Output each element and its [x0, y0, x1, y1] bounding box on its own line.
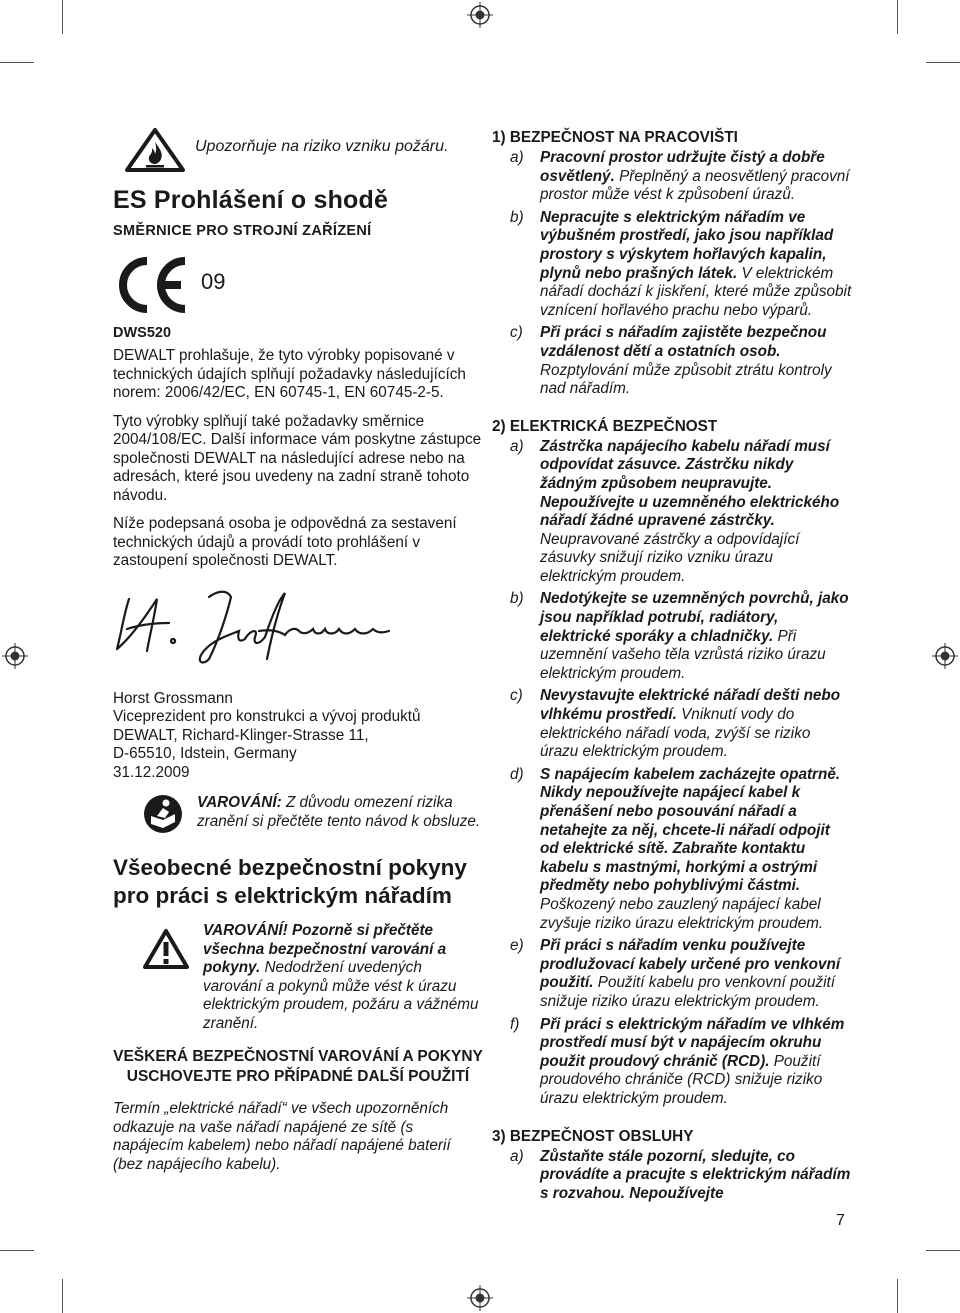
- safety-item-normal: Neupravované zástrčky a odpovídající zásuvky snižují riziko vzniku úrazu elektrickým proudem.: [540, 530, 800, 585]
- safety-item: [492, 1148, 852, 1204]
- ce-mark-icon: [113, 253, 191, 317]
- manual-warning-label: VAROVÁNÍ:: [197, 794, 282, 811]
- safety-item-text: [540, 438, 852, 587]
- safety-item-label: d): [510, 765, 524, 783]
- safety-item: [492, 590, 852, 683]
- safety-item-label: a): [510, 437, 524, 455]
- manual-warning-text: [197, 794, 483, 831]
- crop-mark: [62, 0, 63, 34]
- safety-item-bold: Zůstaňte stále pozorní, sledujte, co provádíte a pracujte s elektrickým nářadím s rozvahou. Nepoužívejte: [540, 1147, 851, 1202]
- safety-item-bold: Při práci s nářadím zajistěte bezpečnou vzdálenost dětí a ostatních osob.: [540, 324, 827, 360]
- general-warning-block: [113, 922, 483, 1033]
- safety-item-text: [540, 766, 852, 933]
- directive-heading: SMĚRNICE PRO STROJNÍ ZAŘÍZENÍ: [113, 223, 372, 239]
- safety-item-normal: Přeplněný a neosvětlený pracovní prostor může vést k způsobení úrazů.: [540, 167, 850, 204]
- left-column: [113, 128, 483, 1174]
- safety-item: [492, 687, 852, 761]
- model-number: DWS520: [113, 325, 172, 341]
- safety-item-bold: Pracovní prostor udržujte čistý a dobře osvětlený.: [540, 149, 825, 185]
- power-tool-term-note: Termín „elektrické nářadí“ ve všech upozorněních odkazuje na vaše nářadí napájené ze sítě (s napájecím kabelem) nebo nářadí napájené baterií (bez napájecího kabelu).: [113, 1100, 451, 1173]
- safety-item-text: [540, 590, 852, 683]
- safety-item-text: [540, 1016, 852, 1109]
- safety-item: [492, 937, 852, 1011]
- safety-item-text: [540, 209, 852, 321]
- safety-item-normal: Poškozený nebo zauzlený napájecí kabel zvyšuje riziko úrazu elektrickým proudem.: [540, 895, 824, 932]
- general-warning-body: Nedodržení uvedených varování a pokynů může vést k úrazu elektrickým proudem, požáru a vážnému zranění.: [203, 959, 479, 1032]
- safety-item-label: b): [510, 590, 524, 608]
- safety-item: [492, 149, 852, 205]
- safety-section-heading: 1) BEZPEČNOST NA PRACOVIŠTI: [492, 129, 738, 146]
- signer-role: Viceprezident pro konstrukci a vývoj produktů: [113, 708, 421, 725]
- safety-item-normal: Rozptylování může způsobit ztrátu kontroly nad nářadím.: [540, 361, 832, 398]
- safety-item-bold: Při práci s elektrickým nářadím ve vlhkém prostředí musí být v napájecím okruhu použit proudový chránič (RCD).: [540, 1015, 845, 1070]
- safety-item: [492, 1016, 852, 1109]
- safety-item-bold: Při práci s nářadím venku používejte prodlužovací kabely určené pro venkovní použití.: [540, 937, 841, 992]
- safety-item-bold: S napájecím kabelem zacházejte opatrně. Nikdy nepoužívejte napájecí kabel k přenášení nebo posouvání nářadí a netahejte za něj, chcete-li nářadí odpojit od elektrické sítě. Zabraňte kontaktu kabelu s mastnými, horkými a ostrými předměty nebo pohyblivými částmi.: [540, 765, 841, 895]
- registration-mark-icon: [467, 1285, 493, 1311]
- safety-item-label: c): [510, 687, 523, 705]
- responsibility-paragraph: Níže podepsaná osoba je odpovědná za sestavení technických údajů a provádí toto prohlášení v zastoupení společnosti DEWALT.: [113, 515, 457, 569]
- signer-address-line1: DEWALT, Richard-Klinger-Strasse 11,: [113, 726, 369, 744]
- safety-item-normal: Při uzemnění vašeho těla vzrůstá riziko úrazu elektrickým proudem.: [540, 627, 826, 682]
- declaration-title: ES Prohlášení o shodě: [113, 186, 389, 214]
- declaration-date: 31.12.2009: [113, 763, 190, 781]
- section-title: Všeobecné bezpečnostní pokyny pro práci s elektrickým nářadím: [113, 855, 467, 908]
- warning-triangle-icon: [143, 928, 189, 970]
- read-manual-icon: [143, 794, 183, 834]
- safety-item-bold: Nedotýkejte se uzemněných povrchů, jako jsou například potrubí, radiátory, elektrické sporáky a chladničky.: [540, 590, 849, 645]
- safety-item-text: [540, 937, 852, 1011]
- declaration-paragraph: DEWALT prohlašuje, že tyto výrobky popisované v technických údajích splňují požadavky následujících norem: 2006/42/EC, EN 60745-1, EN 60745-2-5.: [113, 347, 466, 401]
- right-column: [492, 128, 852, 1207]
- fire-warning-icon: [125, 128, 185, 172]
- crop-mark: [926, 1250, 960, 1251]
- safety-item: [492, 766, 852, 933]
- fire-warning-text: Upozorňuje na riziko vzniku požáru.: [195, 138, 449, 155]
- safety-item-text: [540, 1148, 852, 1204]
- safety-item-normal: Použití kabelu pro venkovní použití snižuje riziko úrazu elektrickým proudem.: [540, 974, 836, 1010]
- signer-name: Horst Grossmann: [113, 689, 233, 707]
- safety-item-label: b): [510, 208, 524, 226]
- safety-item-label: e): [510, 937, 524, 955]
- safety-item-bold: Zástrčka napájecího kabelu nářadí musí odpovídat zásuvce. Zástrčku nikdy žádným způsobem neupravujte. Nepoužívejte u uzemněného elektrického nářadí žádné upravené zástrčky.: [540, 437, 840, 530]
- safety-item-label: a): [510, 1147, 524, 1165]
- crop-mark: [926, 62, 960, 63]
- safety-item: [492, 438, 852, 587]
- safety-item-normal: Použití proudového chrániče (RCD) snižuje riziko úrazu elektrickým proudem.: [540, 1052, 823, 1107]
- page-number: 7: [836, 1212, 845, 1229]
- registration-mark-icon: [467, 2, 493, 28]
- safety-item-label: a): [510, 149, 524, 166]
- crop-mark: [897, 1279, 898, 1313]
- crop-mark: [0, 1250, 34, 1251]
- safety-section-heading: 3) BEZPEČNOST OBSLUHY: [492, 1127, 694, 1145]
- crop-mark: [0, 62, 34, 63]
- safety-item-text: [540, 687, 852, 761]
- registration-mark-icon: [2, 643, 28, 669]
- signature-image: [109, 579, 399, 669]
- ce-year: 09: [201, 269, 226, 294]
- safety-item-text: [540, 324, 852, 398]
- manual-warning-block: [113, 794, 483, 834]
- general-warning-text: [203, 922, 483, 1033]
- registration-mark-icon: [932, 643, 958, 669]
- keep-instructions-heading: VEŠKERÁ BEZPEČNOSTNÍ VAROVÁNÍ A POKYNY USCHOVEJTE PRO PŘÍPADNÉ DALŠÍ POUŽITÍ: [113, 1048, 483, 1085]
- crop-mark: [62, 1279, 63, 1313]
- manual-warning-body: Z důvodu omezení rizika zranění si přečtěte tento návod k obsluze.: [197, 794, 481, 830]
- signer-address-line2: D-65510, Idstein, Germany: [113, 745, 297, 762]
- safety-item-normal: Vniknutí vody do elektrického nářadí voda, zvýší se riziko úrazu elektrickým proudem.: [540, 706, 811, 761]
- general-warning-label: VAROVÁNÍ! Pozorně si přečtěte všechna bezpečnostní varování a pokyny.: [203, 922, 447, 976]
- safety-item: [492, 324, 852, 398]
- safety-section-heading: 2) ELEKTRICKÁ BEZPEČNOST: [492, 417, 718, 435]
- safety-item-normal: V elektrickém nářadí dochází k jiskření, které může způsobit vznícení hořlavého prachu nebo výparů.: [540, 264, 852, 319]
- safety-item: [492, 209, 852, 321]
- safety-item-bold: Nevystavujte elektrické nářadí dešti nebo vlhkému prostředí.: [540, 687, 841, 724]
- safety-item-bold: Nepracujte s elektrickým nářadím ve výbušném prostředí, jako jsou například prostory s výskytem hořlavých kapalin, plynů nebo prašných látek.: [540, 208, 834, 282]
- crop-mark: [897, 0, 898, 34]
- safety-item-label: f): [510, 1015, 520, 1033]
- ce-mark-row: [113, 253, 483, 317]
- safety-item-text: [540, 149, 852, 205]
- directive-paragraph: Tyto výrobky splňují také požadavky směrnice 2004/108/EC. Další informace vám poskytne zástupce společnosti DEWALT na následující adrese nebo na adresách, které jsou uvedeny na zadní straně tohoto návodu.: [113, 412, 482, 504]
- fire-warning-row: [125, 128, 483, 172]
- safety-item-label: c): [510, 324, 523, 342]
